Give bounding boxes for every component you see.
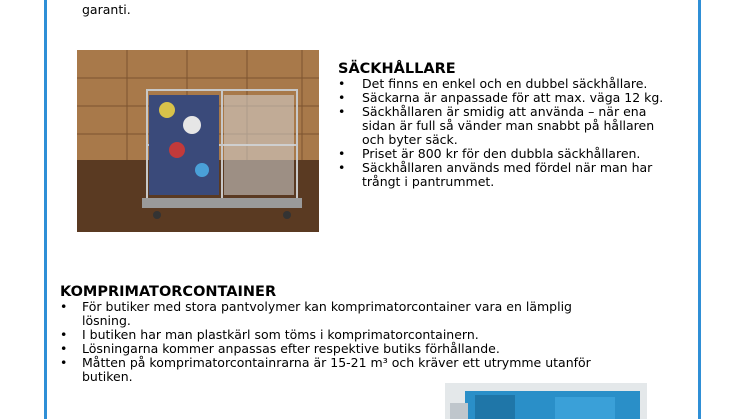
compactor-container-heading: KOMPRIMATORCONTAINER (60, 284, 277, 300)
sack-holder-heading: SÄCKHÅLLARE (338, 61, 456, 77)
compactor-container-section (60, 284, 620, 384)
sack-holder-section (338, 61, 678, 189)
compactor-container-bullets (60, 300, 620, 384)
page-border-right (698, 0, 701, 419)
list-item: • Säckhållaren är smidig att använda – när ena sidan är full så vänder man snabbt på hållaren och byter säck. (338, 105, 662, 147)
intro-tail-text: garanti. (82, 2, 131, 17)
sack-holder-photo (77, 50, 319, 232)
list-item: • Säckarna är anpassade för att max. väga 12 kg. (338, 91, 678, 105)
container-illustration (445, 383, 647, 419)
list-item: • För butiker med stora pantvolymer kan komprimatorcontainer vara en lämplig lösning. (60, 300, 592, 328)
container-photo (445, 383, 647, 419)
list-item: • Det finns en enkel och en dubbel säckhållare. (338, 77, 678, 91)
list-item: • Måtten på komprimatorcontainrarna är 15-21 m³ och kräver ett utrymme utanför butiken. (60, 356, 622, 384)
sack-holder-illustration (77, 50, 319, 232)
list-item: • I butiken har man plastkärl som töms i komprimatorcontainern. (60, 328, 620, 342)
page-border-left (44, 0, 47, 419)
list-item: • Lösningarna kommer anpassas efter respektive butiks förhållande. (60, 342, 620, 356)
list-item: • Säckhållaren används med fördel när man har trångt i pantrummet. (338, 161, 662, 189)
sack-holder-bullets (338, 77, 678, 189)
list-item: • Priset är 800 kr för den dubbla säckhållaren. (338, 147, 678, 161)
